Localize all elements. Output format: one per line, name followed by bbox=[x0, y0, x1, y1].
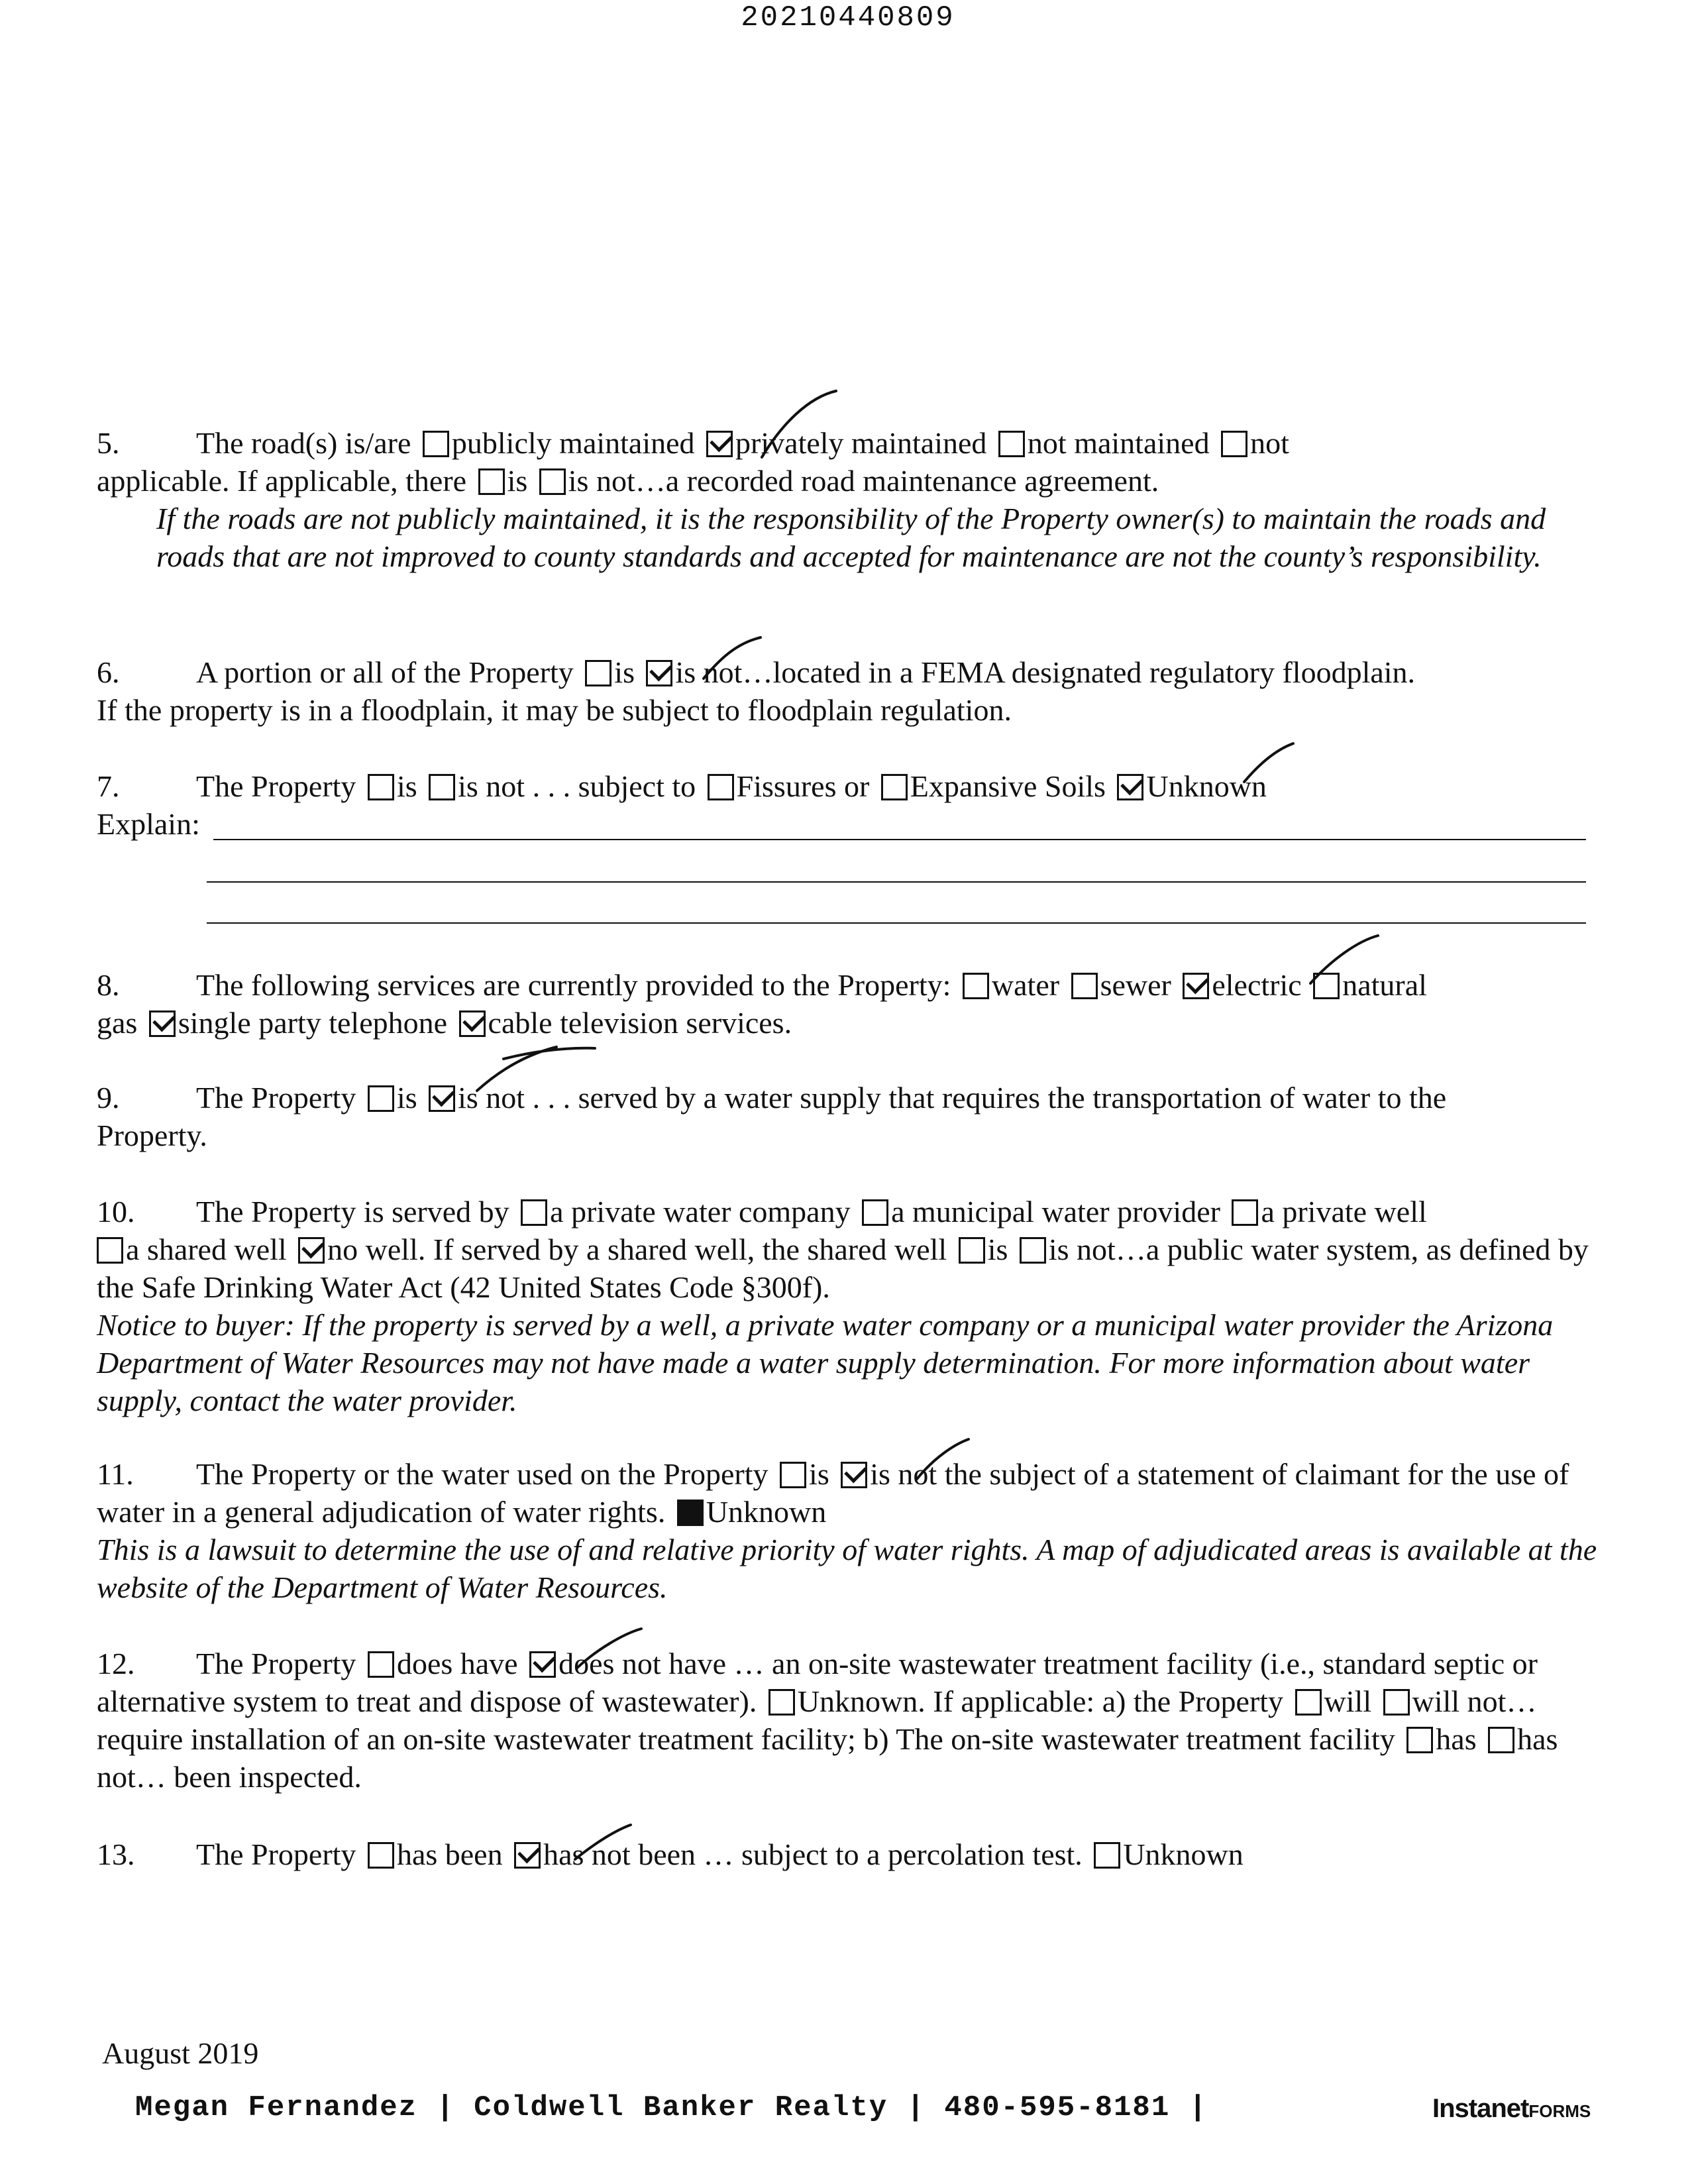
checkbox-agreement-is[interactable] bbox=[478, 468, 505, 495]
checkbox-has-not[interactable] bbox=[1488, 1727, 1514, 1753]
checkbox-not-maintained[interactable] bbox=[998, 431, 1025, 457]
item-13: 13. The Property has been has not been … subject to a percolation test. Unknown bbox=[97, 1837, 1244, 1871]
checkbox-private-water-company[interactable] bbox=[521, 1199, 547, 1226]
checkbox-has-not-been[interactable] bbox=[514, 1842, 541, 1869]
item-9: 9. The Property is is not . . . served by a water supply that requires the transportation of water to the Property. bbox=[97, 1081, 1447, 1152]
checkbox-natural-gas[interactable] bbox=[1313, 973, 1340, 999]
checkbox-does-have[interactable] bbox=[368, 1651, 394, 1678]
item-8: 8. The following services are currently provided to the Property: water sewer electric natural gas single party telephone cable television services. bbox=[97, 968, 1427, 1040]
checkbox-private-well[interactable] bbox=[1232, 1199, 1258, 1226]
explain-line-2[interactable] bbox=[207, 881, 1586, 883]
checkbox-will-not[interactable] bbox=[1383, 1689, 1410, 1716]
checkbox-not-applicable[interactable] bbox=[1221, 431, 1247, 457]
checkbox-electric[interactable] bbox=[1183, 973, 1209, 999]
checkbox-has-been[interactable] bbox=[368, 1842, 394, 1869]
item-6: 6. A portion or all of the Property is is not…located in a FEMA designated regulatory floodplain. If the property is in a floodplain, it may be subject to floodplain regulation. bbox=[97, 655, 1416, 727]
checkbox-shared-well[interactable] bbox=[97, 1237, 123, 1264]
checkbox-claimant-is[interactable] bbox=[780, 1462, 806, 1488]
explain-line-1[interactable] bbox=[213, 839, 1586, 840]
checkbox-fissures[interactable] bbox=[708, 774, 734, 800]
checkbox-percolation-unknown[interactable] bbox=[1094, 1842, 1120, 1869]
item-5: 5. The road(s) is/are publicly maintained privately maintained not maintained not applicable. If applicable, there is is not…a recorded road maintenance agreement. If the roads are not publicly maintained, it is the responsibility of the Property owner(s) to maintain the roads and roads that are not improved to county standards and accepted for maintenance are not the county’s responsibility. bbox=[97, 424, 1601, 575]
item-11: 11. The Property or the water used on the Property is is not the subject of a statement of claimant for the use of water in a general adjudication of water rights. Unknown This is a lawsuit to determine the use of and relative priority of water rights. A map of adjudicated areas is available at the website of the Department of Water Resources. bbox=[97, 1457, 1597, 1604]
checkbox-privately-maintained[interactable] bbox=[706, 431, 733, 457]
checkbox-soils-is-not[interactable] bbox=[429, 774, 455, 800]
checkbox-transport-is-not[interactable] bbox=[429, 1085, 455, 1112]
checkbox-agreement-is-not[interactable] bbox=[539, 468, 566, 495]
item-5-note: If the roads are not publicly maintained, it is the responsibility of the Property owner(s) to maintain the roads and roads that are not improved to county standards and accepted for maintenance are not the county’s responsibility. bbox=[156, 502, 1546, 573]
checkbox-municipal-water-provider[interactable] bbox=[862, 1199, 888, 1226]
checkbox-expansive-soils[interactable] bbox=[881, 774, 908, 800]
checkbox-no-well[interactable] bbox=[298, 1237, 325, 1264]
checkbox-transport-is[interactable] bbox=[368, 1085, 394, 1112]
document-number: 20210440809 bbox=[741, 1, 955, 34]
explain-line-3[interactable] bbox=[207, 922, 1586, 924]
checkbox-soils-unknown[interactable] bbox=[1117, 774, 1143, 800]
checkbox-floodplain-is[interactable] bbox=[585, 660, 611, 686]
checkbox-cable-television[interactable] bbox=[459, 1010, 486, 1037]
checkbox-water[interactable] bbox=[963, 973, 989, 999]
checkbox-has[interactable] bbox=[1406, 1727, 1433, 1753]
checkbox-claimant-unknown[interactable] bbox=[677, 1500, 704, 1526]
checkbox-publicly-maintained[interactable] bbox=[423, 431, 449, 457]
item-10-note: Notice to buyer: If the property is served by a well, a private water company or a municipal water provider the Arizona Department of Water Resources may not have made a water supply determination. For more information about water supply, contact the water provider. bbox=[97, 1308, 1554, 1417]
checkbox-claimant-is-not[interactable] bbox=[841, 1462, 867, 1488]
checkbox-will[interactable] bbox=[1295, 1689, 1322, 1716]
checkbox-facility-unknown[interactable] bbox=[768, 1689, 795, 1716]
checkbox-public-system-is-not[interactable] bbox=[1020, 1237, 1046, 1264]
checkbox-single-party-telephone[interactable] bbox=[149, 1010, 176, 1037]
item-10: 10. The Property is served by a private water company a municipal water provider a private well a shared well no well. If served by a shared well, the shared well is is not…a public water system, as defined by the Safe Drinking Water Act (42 United States Code §300f). Notice to buyer: If the property is served by a well, a private water company or a municipal water provider the Arizona Department of Water Resources may not have made a water supply determination. For more information about water supply, contact the water provider. bbox=[97, 1195, 1589, 1417]
instanet-logo: InstanetFORMS bbox=[1432, 2094, 1591, 2123]
item-12: 12. The Property does have does not have … an on-site wastewater treatment facility (i.e., standard septic or alternative system to treat and dispose of wastewater). Unknown. If applicable: a) the Property will will not…require installation of an on-site wastewater treatment facility; b) The on-site wastewater treatment facility has has not… been inspected. bbox=[97, 1647, 1558, 1794]
checkbox-soils-is[interactable] bbox=[368, 774, 394, 800]
revision-date: August 2019 bbox=[102, 2036, 259, 2070]
agent-contact-line: Megan Fernandez | Coldwell Banker Realty | 480-595-8181 | bbox=[135, 2091, 1208, 2124]
checkbox-floodplain-is-not[interactable] bbox=[646, 660, 672, 686]
checkbox-does-not-have[interactable] bbox=[529, 1651, 556, 1678]
checkbox-sewer[interactable] bbox=[1071, 973, 1098, 999]
item-11-note: This is a lawsuit to determine the use of and relative priority of water rights. A map of adjudicated areas is available at the website of the Department of Water Resources. bbox=[97, 1533, 1597, 1604]
checkbox-public-system-is[interactable] bbox=[959, 1237, 985, 1264]
item-7: 7. The Property is is not . . . subject to Fissures or Expansive Soils Unknown Explain: bbox=[97, 769, 1267, 841]
explain-label: Explain: bbox=[97, 807, 200, 841]
